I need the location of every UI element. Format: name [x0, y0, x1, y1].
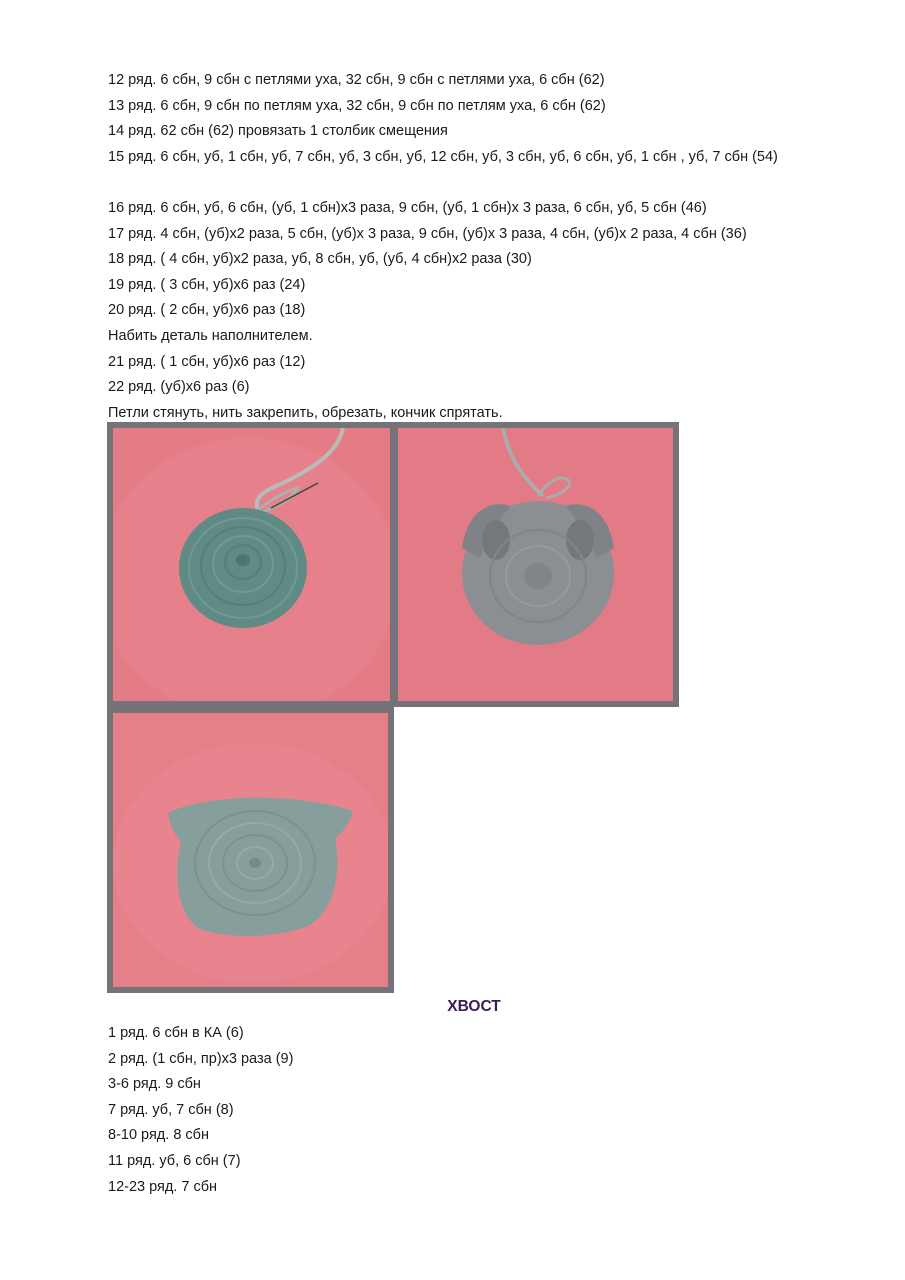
- row-text: 11 ряд. уб, 6 сбн (7): [108, 1152, 241, 1169]
- instruction-text: Набить деталь наполнителем.: [108, 327, 313, 344]
- row-text: 13 ряд. 6 сбн, 9 сбн по петлям уха, 32 сбн, 9 сбн по петлям уха, 6 сбн (62): [108, 97, 606, 114]
- photo-flat-piece: [107, 422, 396, 707]
- row-text: 14 ряд. 62 сбн (62) провязать 1 столбик смещения: [108, 123, 448, 140]
- pattern-rows-tail: [108, 1021, 293, 1200]
- row-text: 1 ряд. 6 сбн в КА (6): [108, 1025, 244, 1041]
- row-text: 21 ряд. ( 1 сбн, уб)х6 раз (12): [108, 353, 306, 370]
- row-text: 8-10 ряд. 8 сбн: [108, 1127, 209, 1144]
- photo-head-front: [107, 707, 394, 993]
- row-text: 19 ряд. ( 3 сбн, уб)х6 раз (24): [108, 276, 306, 293]
- crochet-head-image: [398, 428, 673, 701]
- row-text: 20 ряд. ( 2 сбн, уб)х6 раз (18): [108, 302, 306, 319]
- row-text: 16 ряд. 6 сбн, уб, 6 сбн, (уб, 1 сбн)х3 раза, 9 сбн, (уб, 1 сбн)х 3 раза, 6 сбн, уб, 5 сбн (46): [108, 199, 707, 216]
- row-text: 12 ряд. 6 сбн, 9 сбн с петлями уха, 32 сбн, 9 сбн с петлями уха, 6 сбн (62): [108, 72, 605, 88]
- pattern-rows-head: [108, 68, 798, 426]
- row-text: 17 ряд. 4 сбн, (уб)х2 раза, 5 сбн, (уб)х 3 раза, 9 сбн, (уб)х 3 раза, 4 сбн, (уб)х 2 раза, 4 сбн (36): [108, 225, 747, 242]
- row-text: 7 ряд. уб, 7 сбн (8): [108, 1101, 234, 1118]
- photo-stuffed-head: [392, 422, 679, 707]
- row-text: 22 ряд. (уб)х6 раз (6): [108, 379, 250, 396]
- instruction-text: Петли стянуть, нить закрепить, обрезать, кончик спрятать.: [108, 404, 503, 421]
- row-text: 2 ряд. (1 сбн, пр)х3 раза (9): [108, 1050, 294, 1067]
- section-title: ХВОСТ: [447, 998, 501, 1015]
- crochet-flat-piece-image: [113, 428, 390, 701]
- row-text: 18 ряд. ( 4 сбн, уб)х2 раза, уб, 8 сбн, уб, (уб, 4 сбн)х2 раза (30): [108, 251, 532, 268]
- crochet-head-front-image: [113, 713, 388, 987]
- row-text: 12-23 ряд. 7 сбн: [108, 1178, 218, 1195]
- row-text: 3-6 ряд. 9 сбн: [108, 1076, 201, 1093]
- row-text: 15 ряд. 6 сбн, уб, 1 сбн, уб, 7 сбн, уб, 3 сбн, уб, 12 сбн, уб, 3 сбн, уб, 6 сбн, уб, 1 сбн , уб, 7 сбн (54): [108, 148, 778, 165]
